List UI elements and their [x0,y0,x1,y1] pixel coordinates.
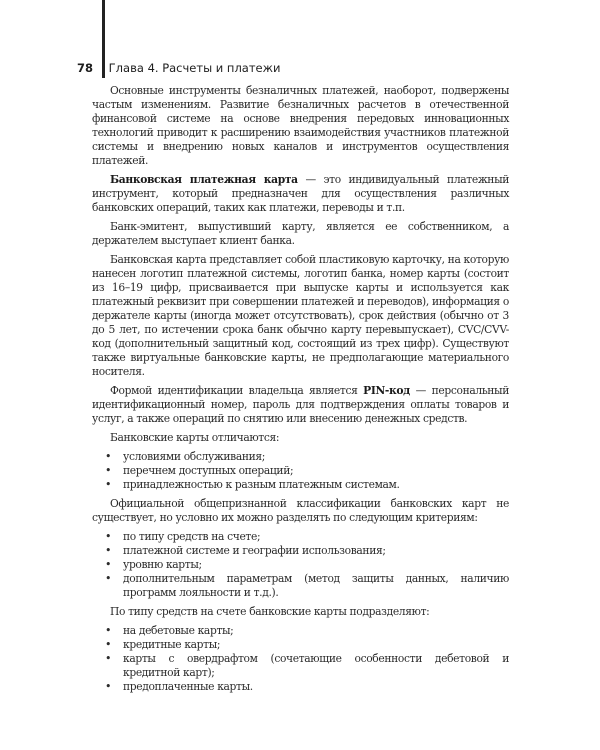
running-header [77,61,280,75]
list-item: • по типу средств на счете; [92,530,509,544]
card-definition-text: — это индивидуальный платежный инструмент, который предназначен для осуществления различных банковских операций, таких как платежи, переводы и т.п. [92,173,510,214]
paragraph-issuer: Банк-эмитент, выпустивший карту, является ее собственником, а держателем выступает клиент банка. [92,220,509,247]
page-number: 78 [77,61,94,75]
paragraph-card-definition [92,173,509,215]
pin-definition-text: — персональный идентификационный номер, пароль для подтверждения оплаты товаров и услуг, а также операций по снятию или внесению денежных средств. [92,384,509,425]
term-bank-card: Банковская платежная карта [110,173,298,186]
list-item: • платежной системе и географии использования; [92,544,509,558]
paragraph-fund-types: По типу средств на счете банковские карты подразделяют: [110,605,430,618]
list-item: • дополнительным параметрам (метод защиты данных, наличию программ лояльности и т.д.). [92,572,509,600]
list-item: • на дебетовые карты; [92,624,509,638]
list-item: • карты с овердрафтом (сочетающие особенности дебетовой и кредитной карт); [92,652,509,680]
list-item: • перечнем доступных операций; [92,464,509,478]
chapter-title: Глава 4. Расчеты и платежи [108,61,281,75]
paragraph-differences: Банковские карты отличаются: [110,431,280,444]
list-item: • принадлежностью к разным платежным системам. [92,478,509,492]
paragraph-pin [92,384,509,426]
list-item: • условиями обслуживания; [92,450,509,464]
list-criteria [92,530,509,600]
list-item: • предоплаченные карты. [92,680,509,694]
pin-intro-text: Формой идентификации владельца является [110,384,364,397]
list-differences [92,450,509,492]
paragraph-intro: Основные инструменты безналичных платежей, наоборот, подвержены частым изменениям. Развитие безналичных расчетов в отечественной финансовой системе на основе внедрения передовых инновационных технологий приводит к расширению взаимодействия участников платежной системы и внедрению новых каналов и инструментов осуществления платежей. [92,84,509,167]
list-card-types [92,624,509,694]
list-item: • кредитные карты; [92,638,509,652]
paragraph-classification: Официальной общепризнанной классификации банковских карт не существует, но условно их можно разделять по следующим критериям: [92,497,509,524]
paragraph-card-description: Банковская карта представляет собой пластиковую карточку, на которую нанесен логотип платежной системы, логотип банка, номер карты (состоит из 16–19 цифр, присваивается при выпуске карты и используется как платежный реквизит при совершении платежей и переводов), информация о держателе карты (иногда может отсутствовать), срок действия (обычно от 3 до 5 лет, по истечении срока банк обычно карту перевыпускает), CVC/CVV-код (дополнительный защитный код, состоящий из трех цифр). Существуют также виртуальные банковские карты, не предполагающие материального носителя. [92,253,509,378]
term-pin-code: PIN-код [363,384,410,397]
page-body [92,84,509,699]
list-item: • уровню карты; [92,558,509,572]
